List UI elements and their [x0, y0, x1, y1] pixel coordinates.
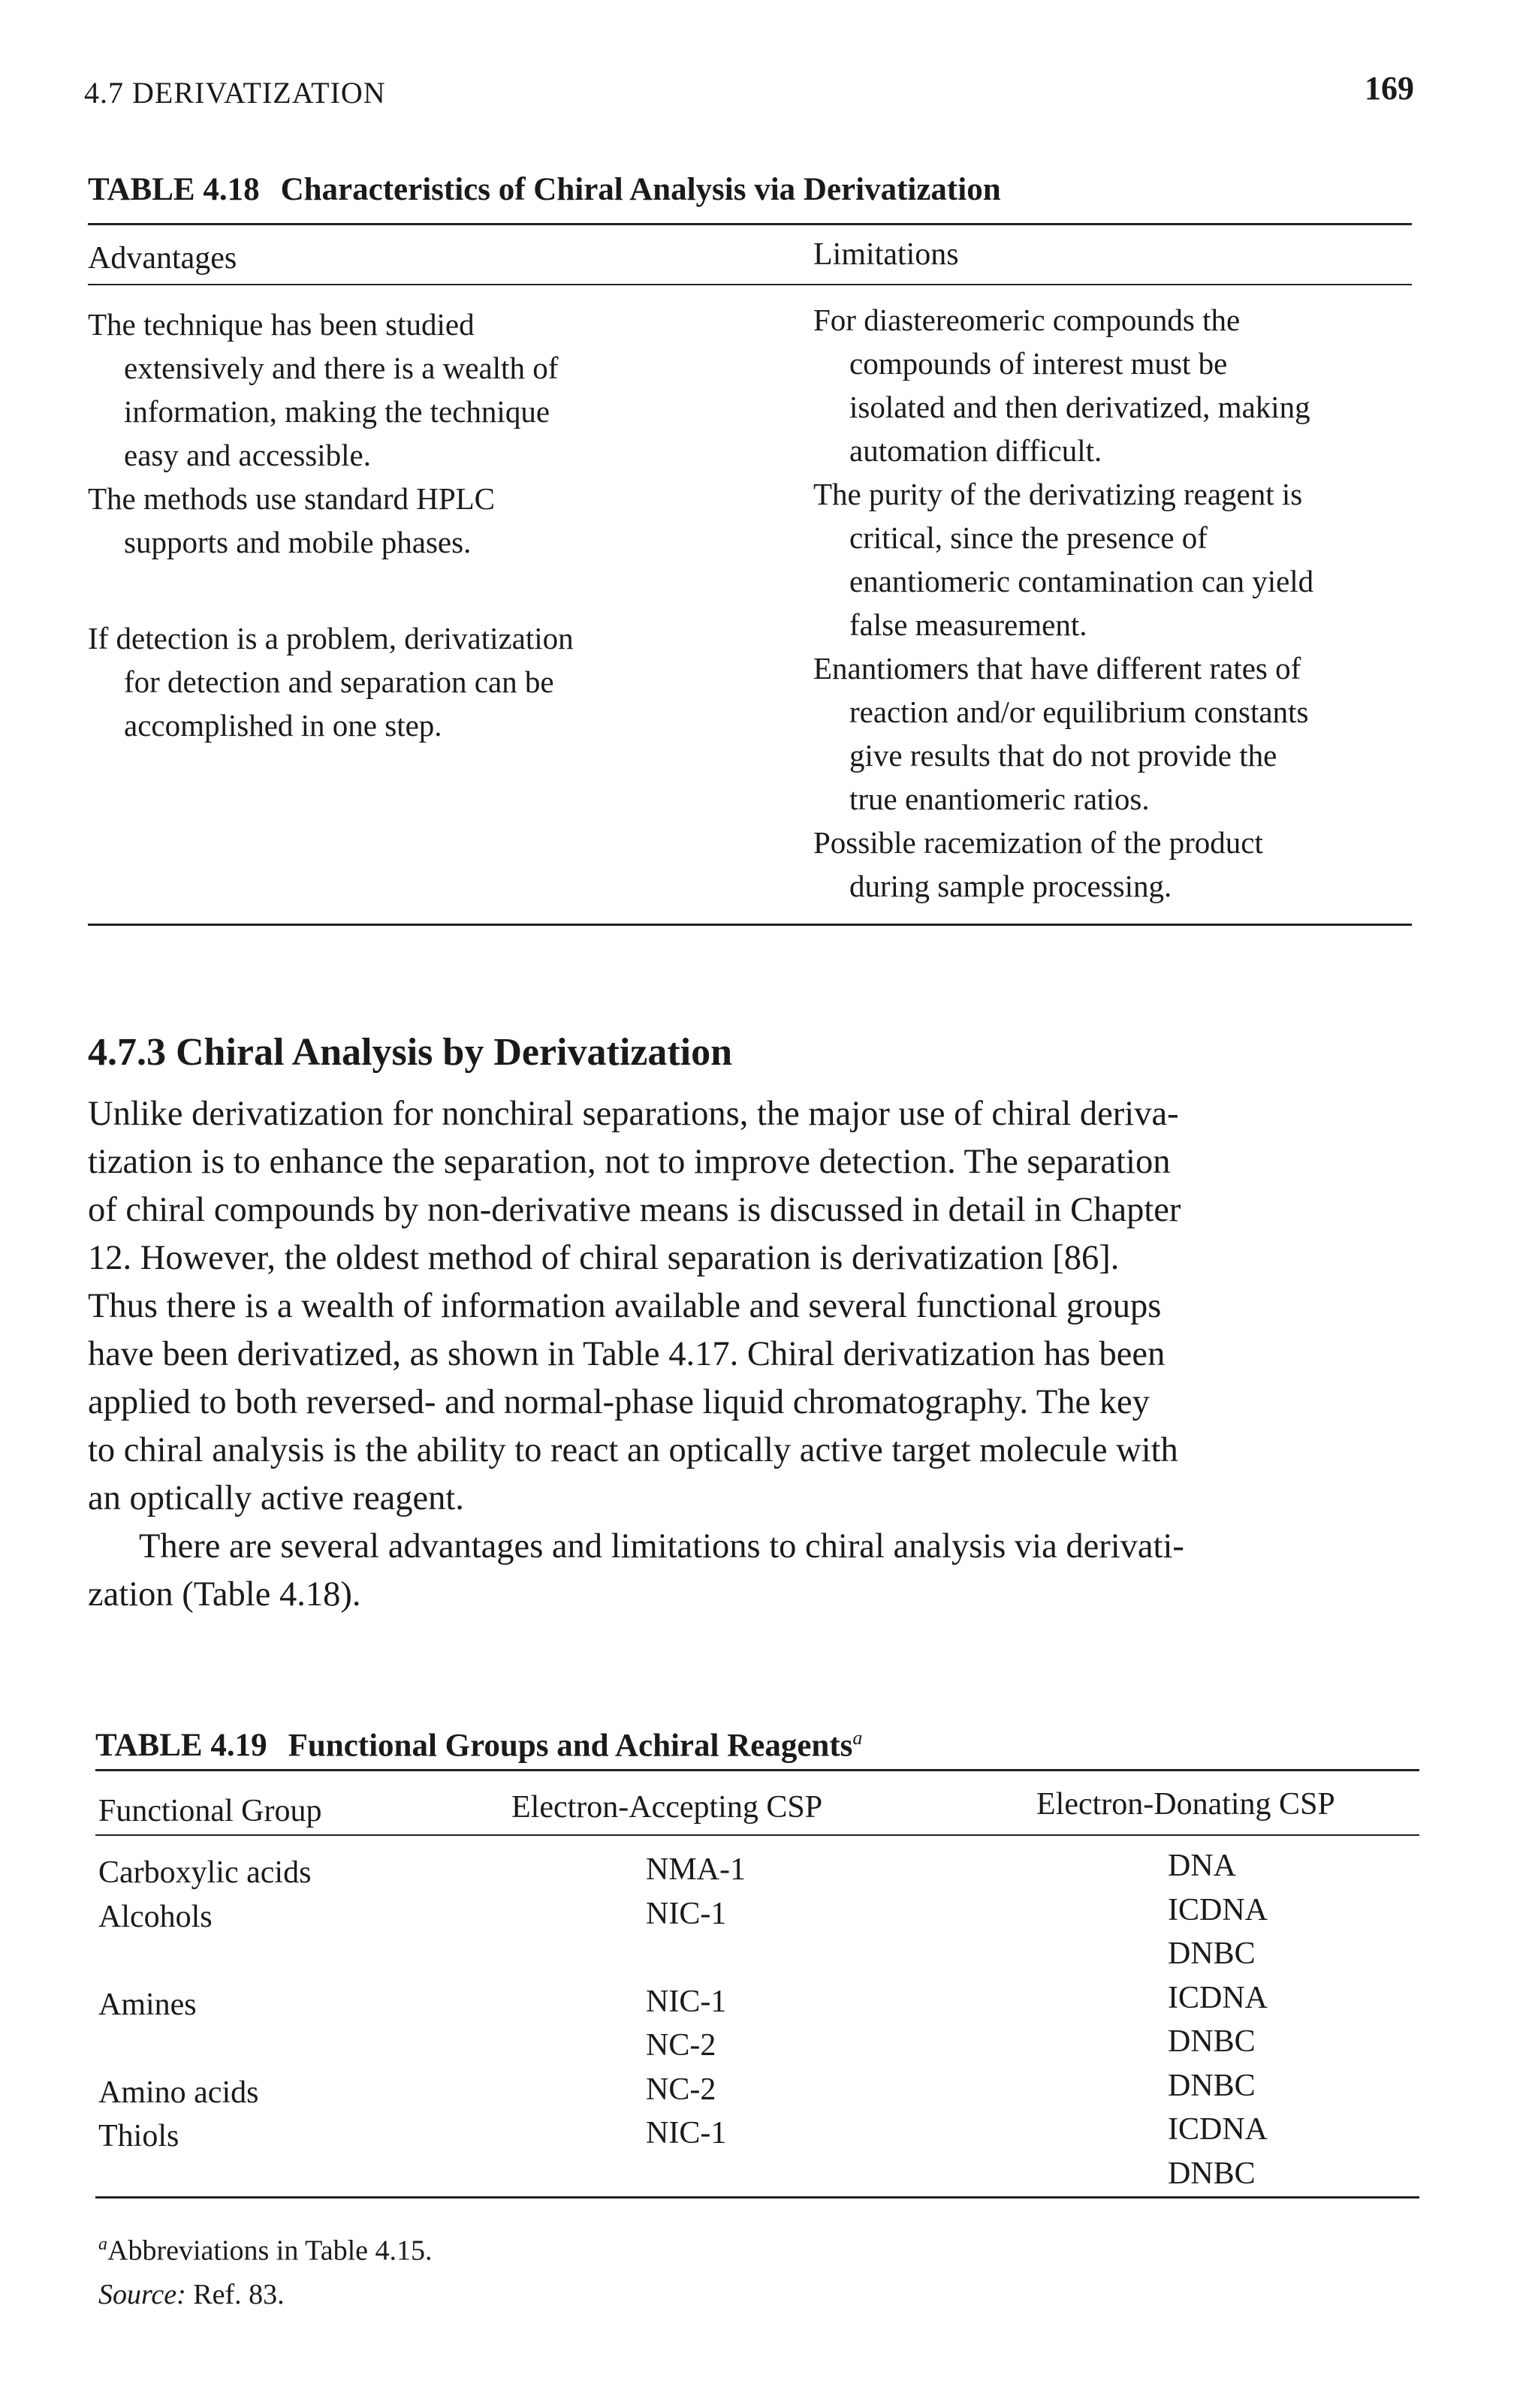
table-4-18-caption [88, 171, 1001, 208]
table-4-19-col-electron-donating: Electron-Donating CSP [1036, 1787, 1335, 1822]
limitation-entry: For diastereomeric compounds the compounds of interest must be isolated and then derivatized, making automation difficult. [813, 303, 1310, 468]
table-cell: NIC-1 [646, 1896, 727, 1931]
table-cell: Thiols [98, 2119, 179, 2153]
advantage-entry: If detection is a problem, derivatization for detection and separation can be accomplished in one step. [88, 621, 574, 743]
advantage-entry: The methods use standard HPLC supports and mobile phases. [88, 481, 496, 559]
table-cell [98, 1939, 311, 1983]
table-cell: Amino acids [98, 2075, 259, 2110]
table-4-19-footnotes [98, 2223, 433, 2316]
table-4-19-col-electron-accepting: Electron-Accepting CSP [511, 1790, 823, 1825]
table-4-19-title-footnote-marker: a [852, 1727, 863, 1749]
table-4-19-caption [95, 1727, 862, 1764]
table-4-19-col1-cells [98, 1851, 311, 2159]
body-text [88, 1090, 1417, 1619]
table-source: Source: Ref. 83. [98, 2278, 285, 2310]
table-cell: NC-2 [646, 2028, 716, 2063]
paragraph-1: Unlike derivatization for nonchiral separations, the major use of chiral deriva- tization is to enhance the separation, not to improve detection. The separation of chiral compounds by non-derivative means is discussed in detail in Chapter 12. However, the oldest method of chiral separation is derivatization [86]. Thus there is a wealth of information available and several functional groups have been derivatized, as shown in Table 4.17. Chiral derivatization has been applied to both reversed- and normal-phase liquid chromatography. The key to chiral analysis is the ability to react an optically active target molecule with an optically active reagent. [88, 1095, 1181, 1517]
limitation-entry: The purity of the derivatizing reagent is critical, since the presence of enantiomeric contamination can yield false measurement. [813, 477, 1314, 642]
table-4-19-header-rule [95, 1834, 1419, 1836]
table-cell: DNBC [1168, 1936, 1256, 1971]
paragraph-2: There are several advantages and limitations to chiral analysis via derivati- zation (Table 4.18). [88, 1527, 1184, 1614]
advantage-entry: The technique has been studied extensively and there is a wealth of information, making the technique easy and accessible. [88, 307, 559, 472]
table-4-18-col-limitations: Limitations [813, 237, 959, 272]
table-4-18-advantages [88, 303, 764, 747]
table-cell: ICDNA [1168, 2112, 1268, 2147]
table-4-19-col2-cells [646, 1848, 746, 2156]
table-4-19-bottom-rule [95, 2196, 1419, 2199]
section-heading: 4.7.3 Chiral Analysis by Derivatization [88, 1031, 733, 1074]
table-cell: NMA-1 [646, 1852, 746, 1887]
table-4-19-col-functional-group: Functional Group [98, 1794, 322, 1828]
table-cell: DNBC [1168, 2156, 1256, 2191]
table-cell [646, 1936, 746, 1980]
table-cell: DNA [1168, 1849, 1236, 1883]
table-4-18-top-rule [88, 223, 1412, 225]
table-4-19-title: Functional Groups and Achiral Reagents [288, 1728, 853, 1764]
table-footnote: $^a$Abbreviations in Table 4.15. [98, 2235, 433, 2267]
table-4-18-title: Characteristics of Chiral Analysis via Derivatization [280, 172, 1001, 207]
table-cell: Carboxylic acids [98, 1855, 312, 1890]
limitation-entry: Enantiomers that have different rates of reaction and/or equilibrium constants give results that do not provide the true enantiomeric ratios. [813, 651, 1309, 816]
table-4-18-bottom-rule [88, 924, 1412, 926]
table-4-19-label: TABLE 4.19 [95, 1728, 267, 1764]
table-4-18-header-rule [88, 284, 1412, 285]
table-cell: NIC-1 [646, 1984, 727, 2019]
table-cell: NIC-1 [646, 2116, 727, 2150]
table-cell: DNBC [1168, 2024, 1256, 2059]
limitation-entry: Possible racemization of the product during sample processing. [813, 825, 1263, 903]
table-4-18-col-advantages: Advantages [88, 241, 237, 276]
table-cell: DNBC [1168, 2068, 1256, 2103]
table-cell: ICDNA [1168, 1980, 1268, 2015]
page-number: 169 [1365, 70, 1414, 107]
table-4-19-top-rule [95, 1769, 1419, 1771]
table-cell: ICDNA [1168, 1892, 1268, 1927]
table-4-18-label: TABLE 4.18 [88, 172, 260, 207]
table-cell: Amines [98, 1987, 197, 2022]
table-cell [98, 2027, 311, 2071]
table-cell: Alcohols [98, 1899, 213, 1934]
running-header-section: 4.7 DERIVATIZATION [84, 76, 386, 110]
table-4-18-limitations [813, 298, 1459, 908]
table-4-19-col3-cells [1168, 1844, 1268, 2196]
table-cell: NC-2 [646, 2072, 716, 2107]
